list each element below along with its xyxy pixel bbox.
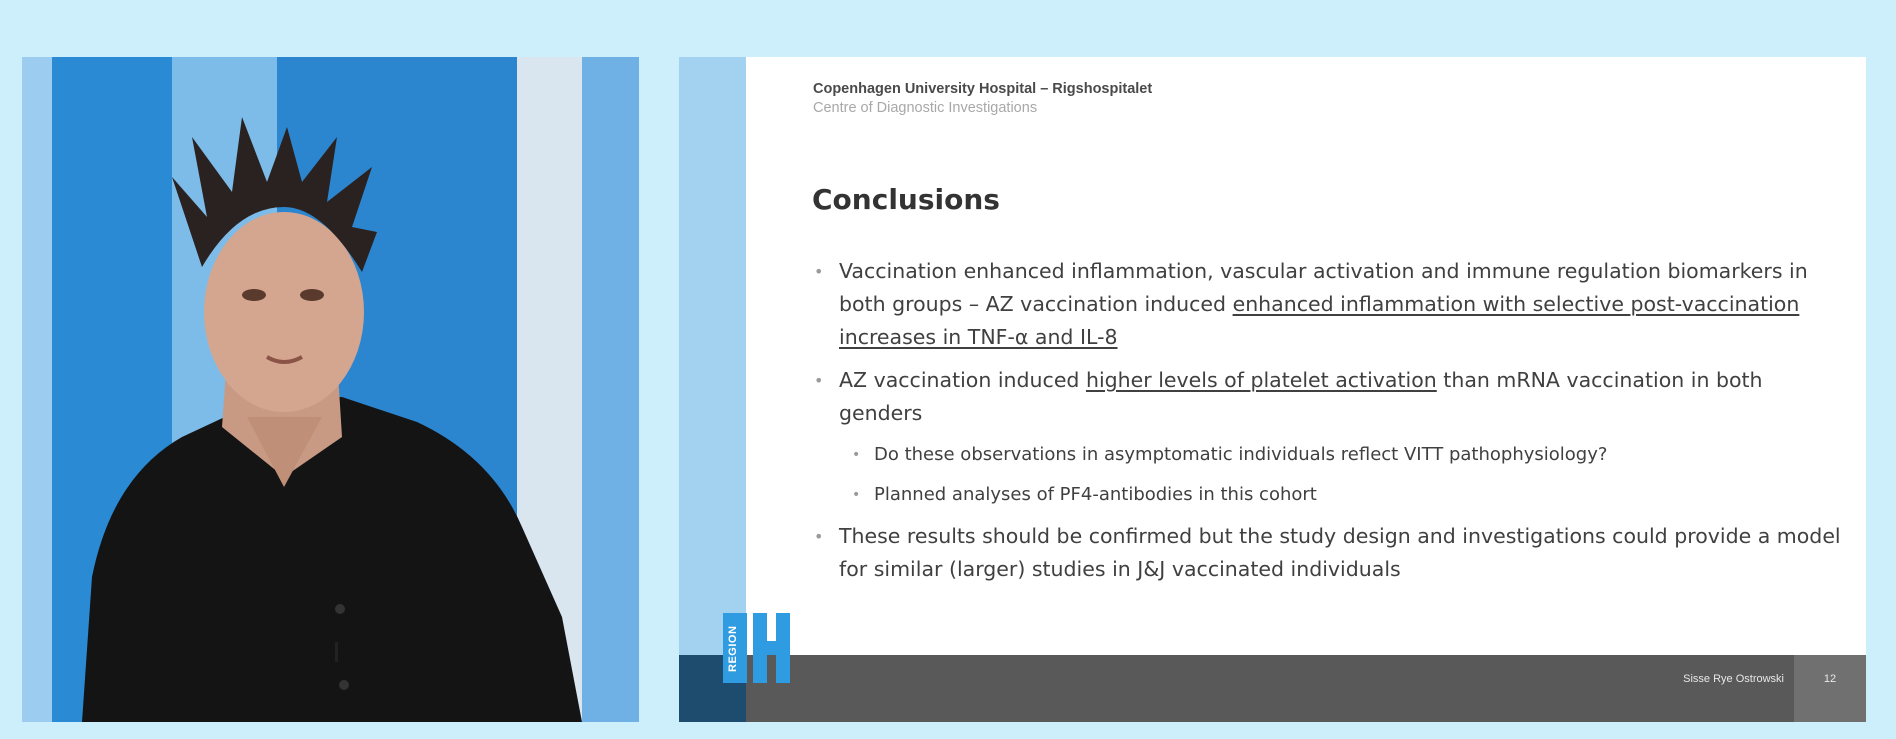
bullet-item [812,364,1852,430]
sub-bullet-item: • Planned analyses of PF4-antibodies in this cohort [812,480,1852,510]
bullet-text: Vaccination enhanced inflammation, vascular activation and immune regulation biomarkers in both groups – AZ vaccination induced [839,259,1808,316]
centre-name: Centre of Diagnostic Investigations [813,100,1038,116]
footer-number-block [1794,655,1866,722]
slide-footer [679,655,1866,722]
bullet-text-suffix: than mRNA vaccination in both genders [839,368,1763,425]
presenter-name: Sisse Rye Ostrowski [1683,673,1784,685]
slide-number: 12 [1823,673,1837,685]
sub-bullet-item: • Do these observations in asymptomatic individuals reflect VITT pathophysiology? [812,440,1852,470]
hospital-name: Copenhagen University Hospital – Rigshospitalet [813,81,1153,97]
bullet-item [812,255,1852,354]
bullet-emphasis: enhanced inflammation with selective post-vaccination increases in TNF-α and IL-8 [839,292,1800,349]
bullet-list [812,255,1852,596]
region-h-logo [723,613,790,683]
speaker-video [22,57,639,722]
bullet-text: AZ vaccination induced [839,368,1086,392]
slide-title: Conclusions [812,183,1000,216]
logo-text: REGION [727,625,739,673]
bullet-item: • These results should be confirmed but the study design and investigations could provide a model for similar (larger) studies in J&J vaccinated individuals [812,520,1852,586]
slide-sidebar [679,57,746,655]
presentation-slide [679,57,1866,722]
speaker-figure [22,57,639,722]
bullet-emphasis: higher levels of platelet activation [1085,368,1437,392]
